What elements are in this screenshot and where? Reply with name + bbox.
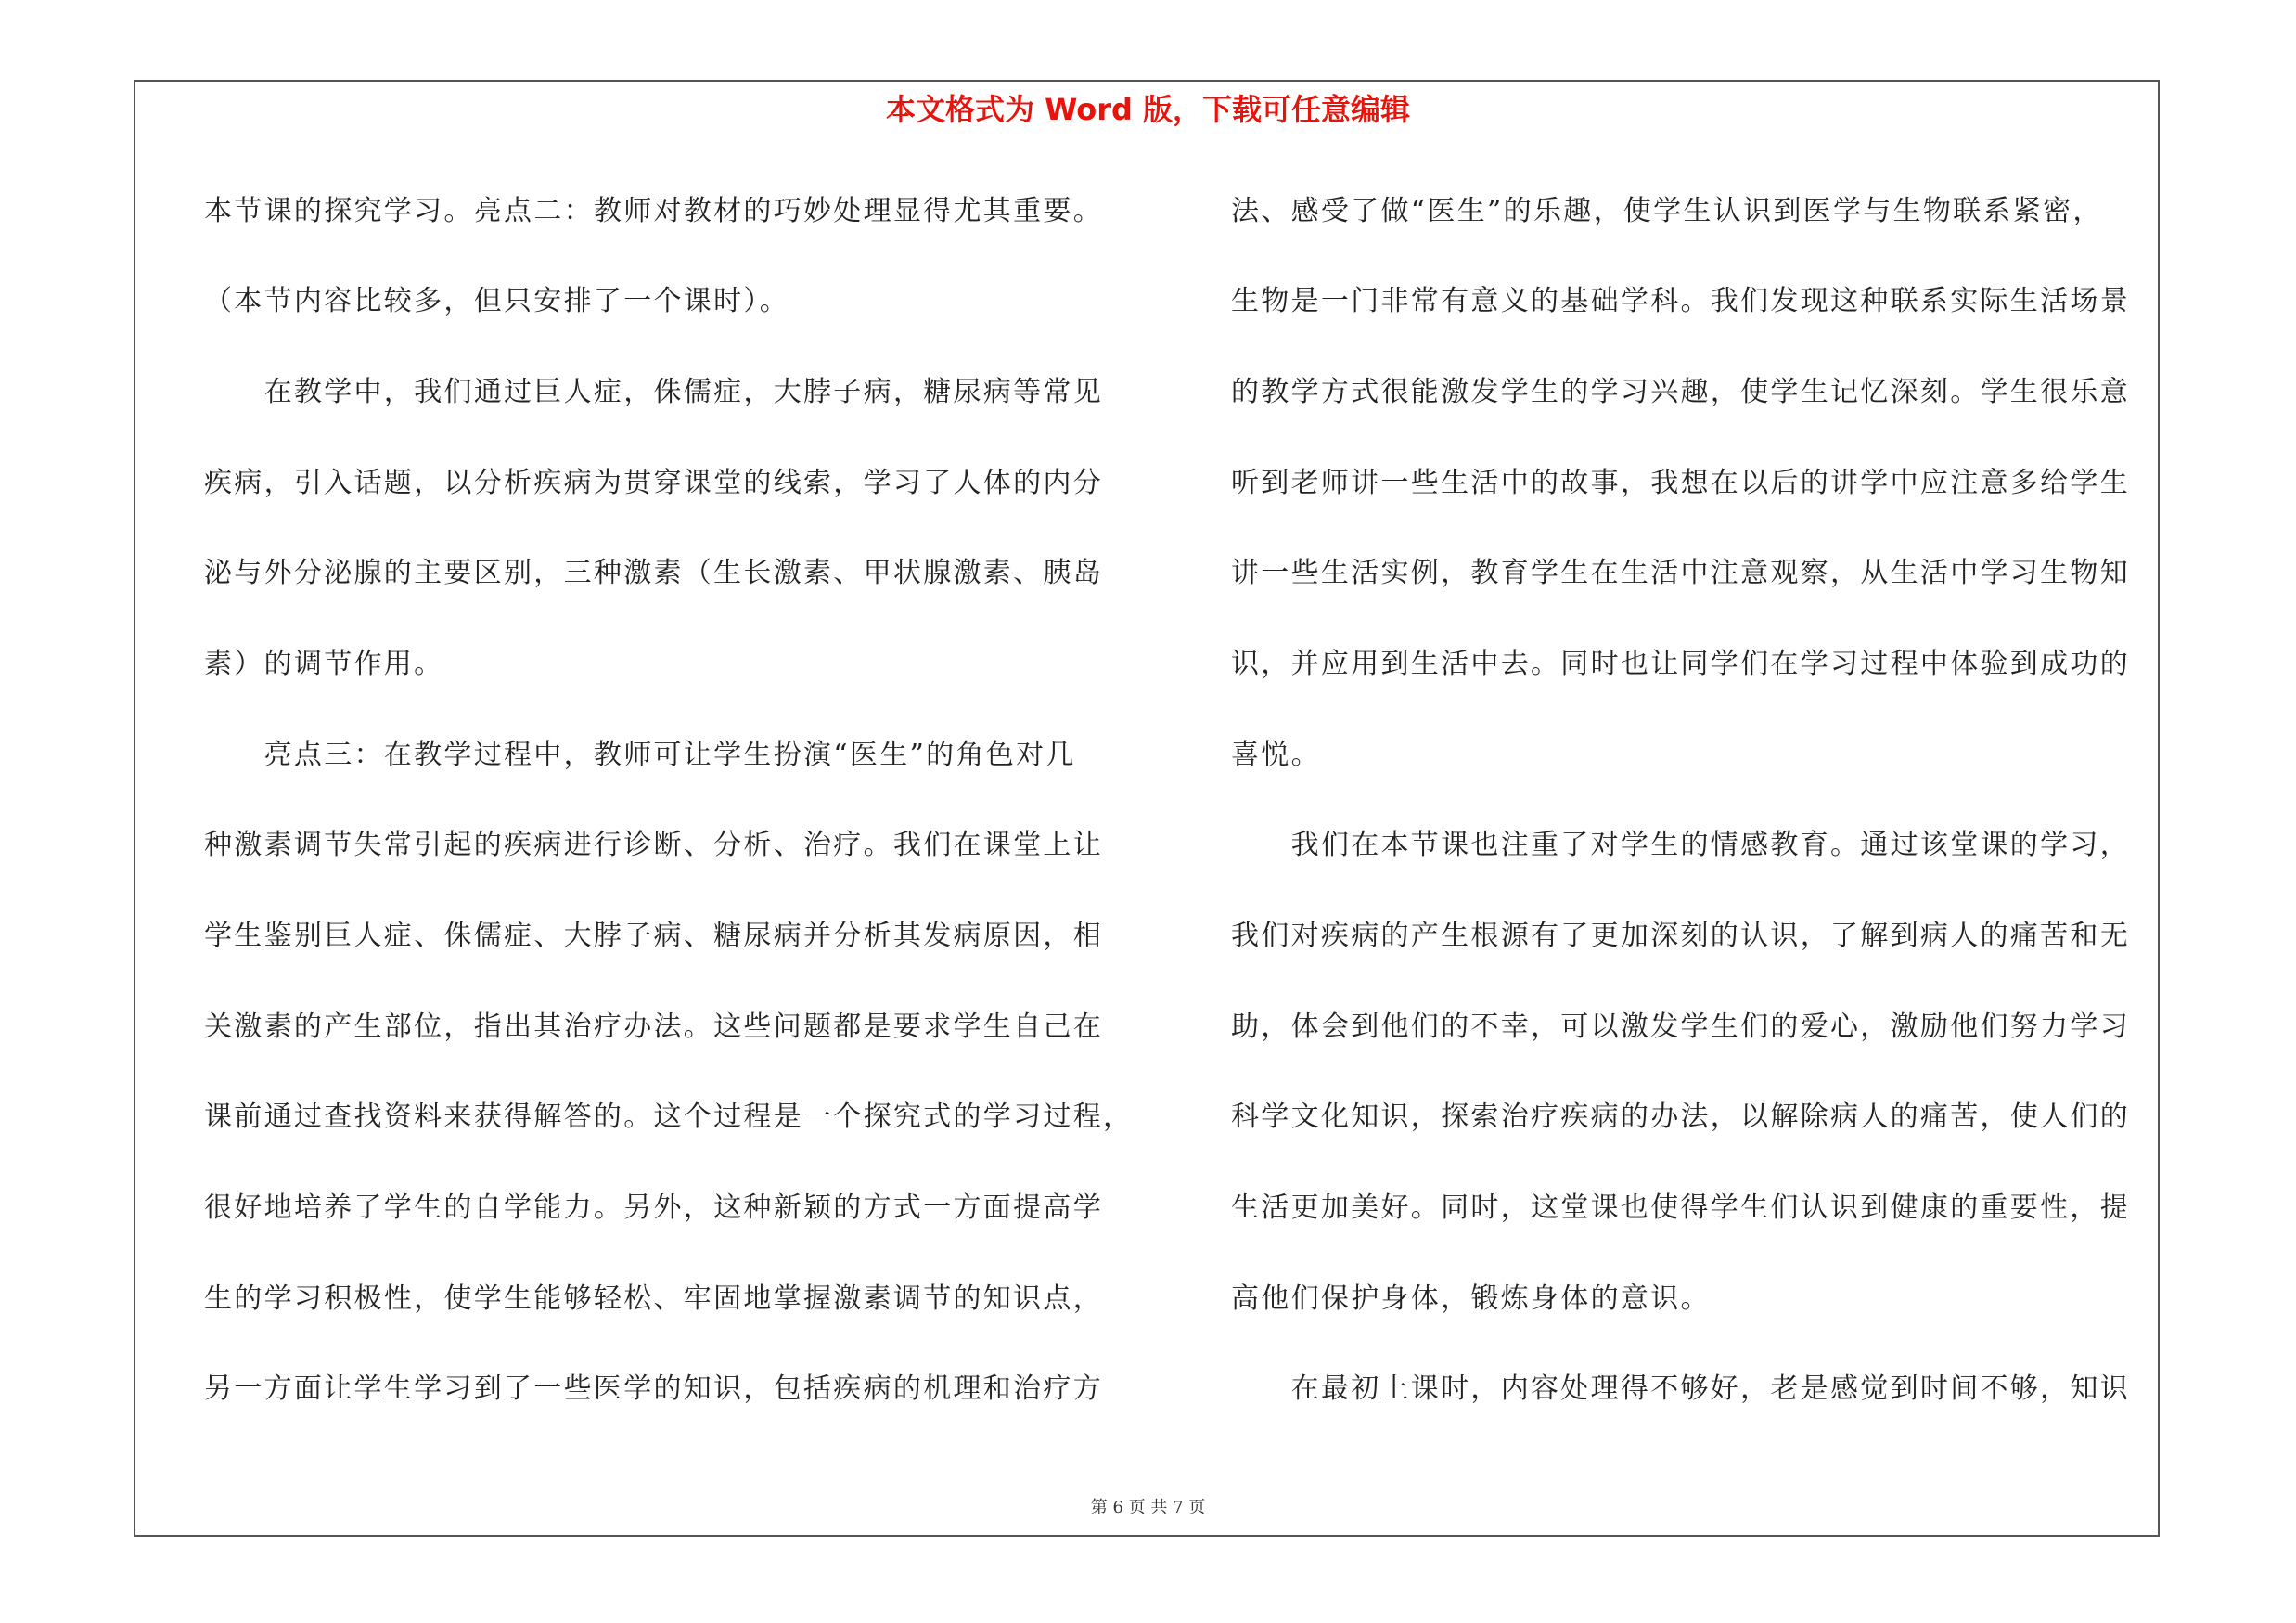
text-line: 的教学方式很能激发学生的学习兴趣，使学生记忆深刻。学生很乐意: [1231, 376, 2130, 408]
text-line: 我们在本节课也注重了对学生的情感教育。通过该堂课的学习，: [1231, 829, 2130, 861]
text-line: 生活更加美好。同时，这堂课也使得学生们认识到健康的重要性，提: [1231, 1191, 2130, 1224]
text-line: 我们对疾病的产生根源有了更加深刻的认识，了解到病人的痛苦和无: [1231, 920, 2130, 952]
text-line: 生物是一门非常有意义的基础学科。我们发现这种联系实际生活场景: [1231, 285, 2130, 317]
text-line: 素）的调节作用。: [204, 648, 444, 680]
text-line: 种激素调节失常引起的疾病进行诊断、分析、治疗。我们在课堂上让: [204, 829, 1103, 861]
text-line: 讲一些生活实例，教育学生在生活中注意观察，从生活中学习生物知: [1231, 557, 2130, 589]
text-line: 本节课的探究学习。亮点二：教师对教材的巧妙处理显得尤其重要。: [204, 195, 1103, 227]
text-line: 亮点三：在教学过程中，教师可让学生扮演“医生”的角色对几: [204, 739, 1076, 771]
editable-format-banner: 本文格式为 Word 版，下载可任意编辑: [885, 92, 1411, 127]
text-line: 疾病，引入话题，以分析疾病为贯穿课堂的线索，学习了人体的内分: [204, 467, 1103, 499]
text-line: 喜悦。: [1231, 739, 1321, 771]
text-line: 课前通过查找资料来获得解答的。这个过程是一个探究式的学习过程，: [204, 1101, 1134, 1133]
text-line: 识，并应用到生活中去。同时也让同学们在学习过程中体验到成功的: [1231, 648, 2130, 680]
text-line: 听到老师讲一些生活中的故事，我想在以后的讲学中应注意多给学生: [1231, 467, 2130, 499]
page-number: 第 6 页 共 7 页: [1090, 1498, 1206, 1517]
text-line: 学生鉴别巨人症、侏儒症、大脖子病、糖尿病并分析其发病原因，相: [204, 920, 1103, 952]
text-line: 关激素的产生部位，指出其治疗办法。这些问题都是要求学生自己在: [204, 1011, 1103, 1043]
text-line: 法、感受了做“医生”的乐趣，使学生认识到医学与生物联系紧密，: [1231, 195, 2103, 227]
text-line: 在教学中，我们通过巨人症，侏儒症，大脖子病，糖尿病等常见: [204, 376, 1103, 408]
text-line: 另一方面让学生学习到了一些医学的知识，包括疾病的机理和治疗方: [204, 1372, 1103, 1405]
text-line: 很好地培养了学生的自学能力。另外，这种新颖的方式一方面提高学: [204, 1191, 1103, 1224]
text-line: 泌与外分泌腺的主要区别，三种激素（生长激素、甲状腺激素、胰岛: [204, 557, 1103, 589]
text-line: （本节内容比较多，但只安排了一个课时）。: [204, 285, 789, 317]
text-line: 在最初上课时，内容处理得不够好，老是感觉到时间不够，知识: [1231, 1372, 2130, 1405]
text-line: 助，体会到他们的不幸，可以激发学生们的爱心，激励他们努力学习: [1231, 1011, 2130, 1043]
text-line: 科学文化知识，探索治疗疾病的办法，以解除病人的痛苦，使人们的: [1231, 1101, 2130, 1133]
text-line: 高他们保护身体，锻炼身体的意识。: [1231, 1282, 1711, 1315]
text-line: 生的学习积极性，使学生能够轻松、牢固地掌握激素调节的知识点，: [204, 1282, 1103, 1315]
